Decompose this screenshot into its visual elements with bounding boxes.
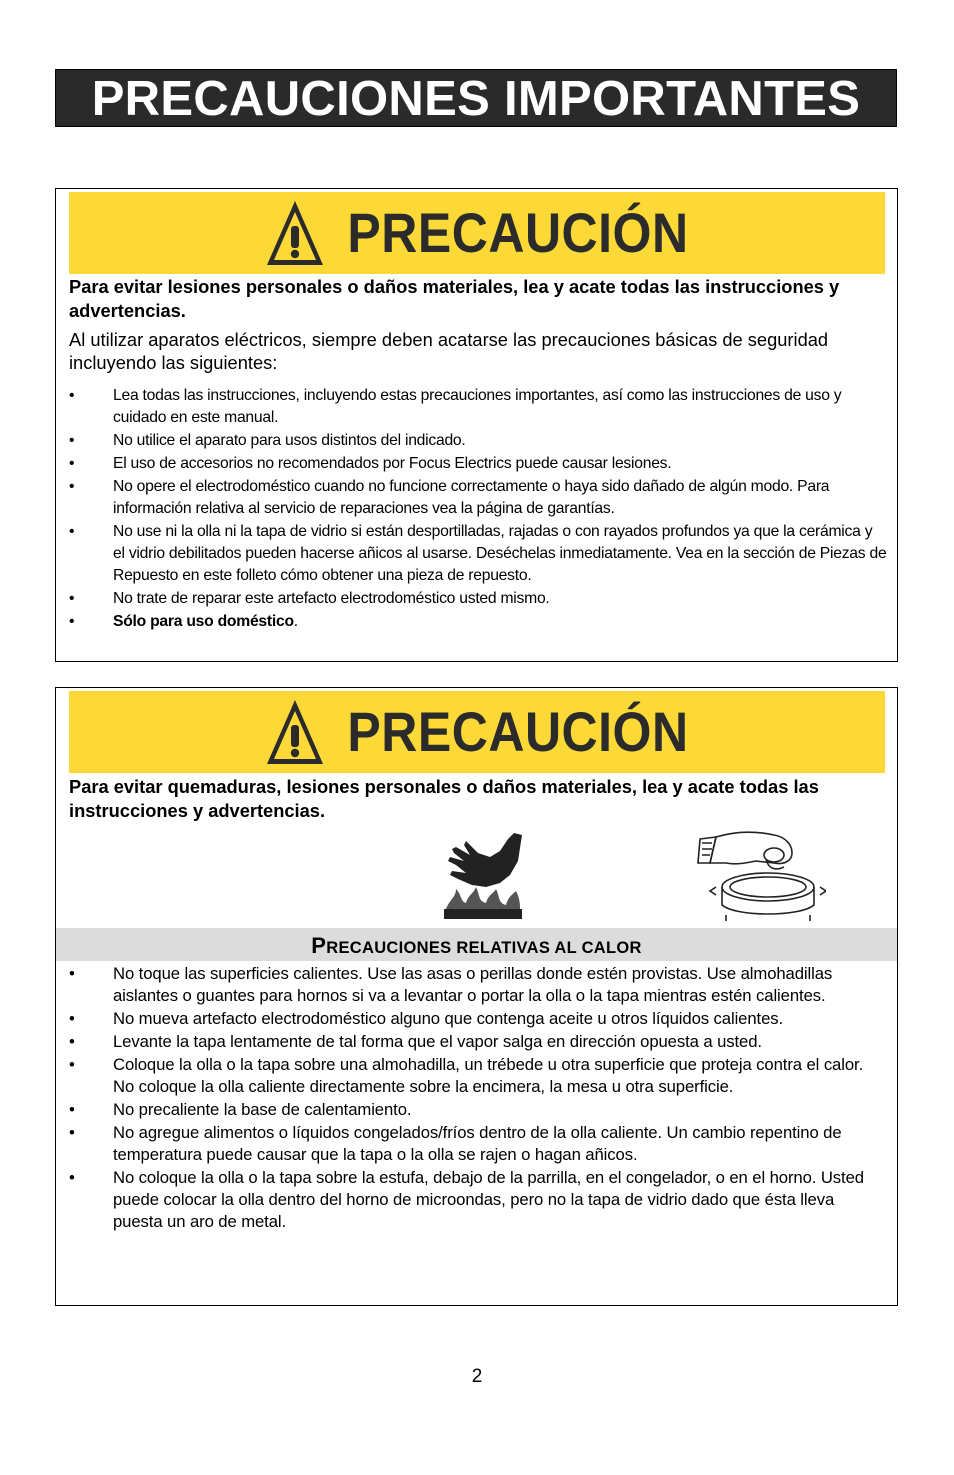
caution-box-heat	[55, 687, 898, 1306]
list-item: • El uso de accesorios no recomendados por Focus Electrics puede causar lesiones.	[69, 455, 672, 472]
list-item: • No agregue alimentos o líquidos congelados/fríos dentro de la olla caliente. Un cambio repentino de temperatura puede causar que la tapa o la olla se rajen o hagan añicos.	[69, 1123, 842, 1164]
caution-word: PRECAUCIÓN	[347, 201, 689, 265]
list-item: • No toque las superficies calientes. Use las asas o perillas donde estén provistas. Use almohadillas aislantes o guantes para hornos si va a levantar o portar la olla o la tapa mientras estén calientes.	[69, 964, 833, 1005]
oven-mitt-lid-icon	[696, 829, 826, 921]
list-item: • No use ni la olla ni la tapa de vidrio si están desportilladas, rajadas o con rayados profundos ya que la cerámica y el vidrio debilitados pueden hacerse añicos al usarse. Deséchelas inmediatamente. Vea en la sección de Piezas de Repuesto en este folleto cómo obtener una pieza de repuesto.	[69, 523, 887, 584]
list-item: • No utilice el aparato para usos distintos del indicado.	[69, 432, 466, 449]
section1-lead: Para evitar lesiones personales o daños materiales, lea y acate todas las instrucciones y advertencias.	[69, 276, 840, 321]
section2-lead: Para evitar quemaduras, lesiones personales o daños materiales, lea y acate todas las instrucciones y advertencias.	[69, 776, 819, 821]
section1-intro: Al utilizar aparatos eléctricos, siempre deben acatarse las precauciones básicas de seguridad incluyendo las siguientes:	[69, 329, 829, 373]
list-item: • No precaliente la base de calentamiento.	[69, 1100, 412, 1119]
list-item: • Lea todas las instrucciones, incluyendo estas precauciones importantes, así como las instrucciones de uso y cuidado en este manual.	[69, 387, 842, 426]
list-item: • No opere el electrodoméstico cuando no funcione correctamente o haya sido dañado de algún modo. Para información relativa al servicio de reparaciones vea la página de garantías.	[69, 478, 830, 517]
caution-box-general	[55, 188, 898, 662]
caution-banner	[69, 192, 885, 274]
warning-triangle-icon	[265, 198, 325, 268]
list-item: • No mueva artefacto electrodoméstico alguno que contenga aceite u otros líquidos calientes.	[69, 1009, 784, 1028]
warning-triangle-icon	[265, 697, 325, 767]
list-item: • Sólo para uso doméstico.	[69, 613, 298, 630]
page-number: 2	[471, 1366, 483, 1387]
page-title: PRECAUCIONES IMPORTANTES	[55, 69, 897, 127]
section1-bullet-list	[69, 385, 887, 634]
section2-bullet-list	[69, 963, 887, 1234]
heat-precautions-heading: PRECAUCIONES RELATIVAS AL CALOR	[56, 928, 897, 961]
list-item: • No trate de reparar este artefacto electrodoméstico usted mismo.	[69, 590, 550, 607]
list-item: • Coloque la olla o la tapa sobre una almohadilla, un trébede u otra superficie que proteja contra el calor. No coloque la olla caliente directamente sobre la encimera, la mesa u otra superficie.	[69, 1055, 864, 1096]
list-item: • No coloque la olla o la tapa sobre la estufa, debajo de la parrilla, en el congelador, o en el horno. Usted puede colocar la olla dentro del horno de microondas, pero no la tapa de vidrio dado que ésta lleva puesta un aro de metal.	[69, 1168, 864, 1231]
hot-surface-icon	[442, 831, 524, 921]
list-item: • Levante la tapa lentamente de tal forma que el vapor salga en dirección opuesta a usted.	[69, 1032, 762, 1051]
caution-word: PRECAUCIÓN	[347, 700, 689, 764]
caution-banner	[69, 691, 885, 773]
